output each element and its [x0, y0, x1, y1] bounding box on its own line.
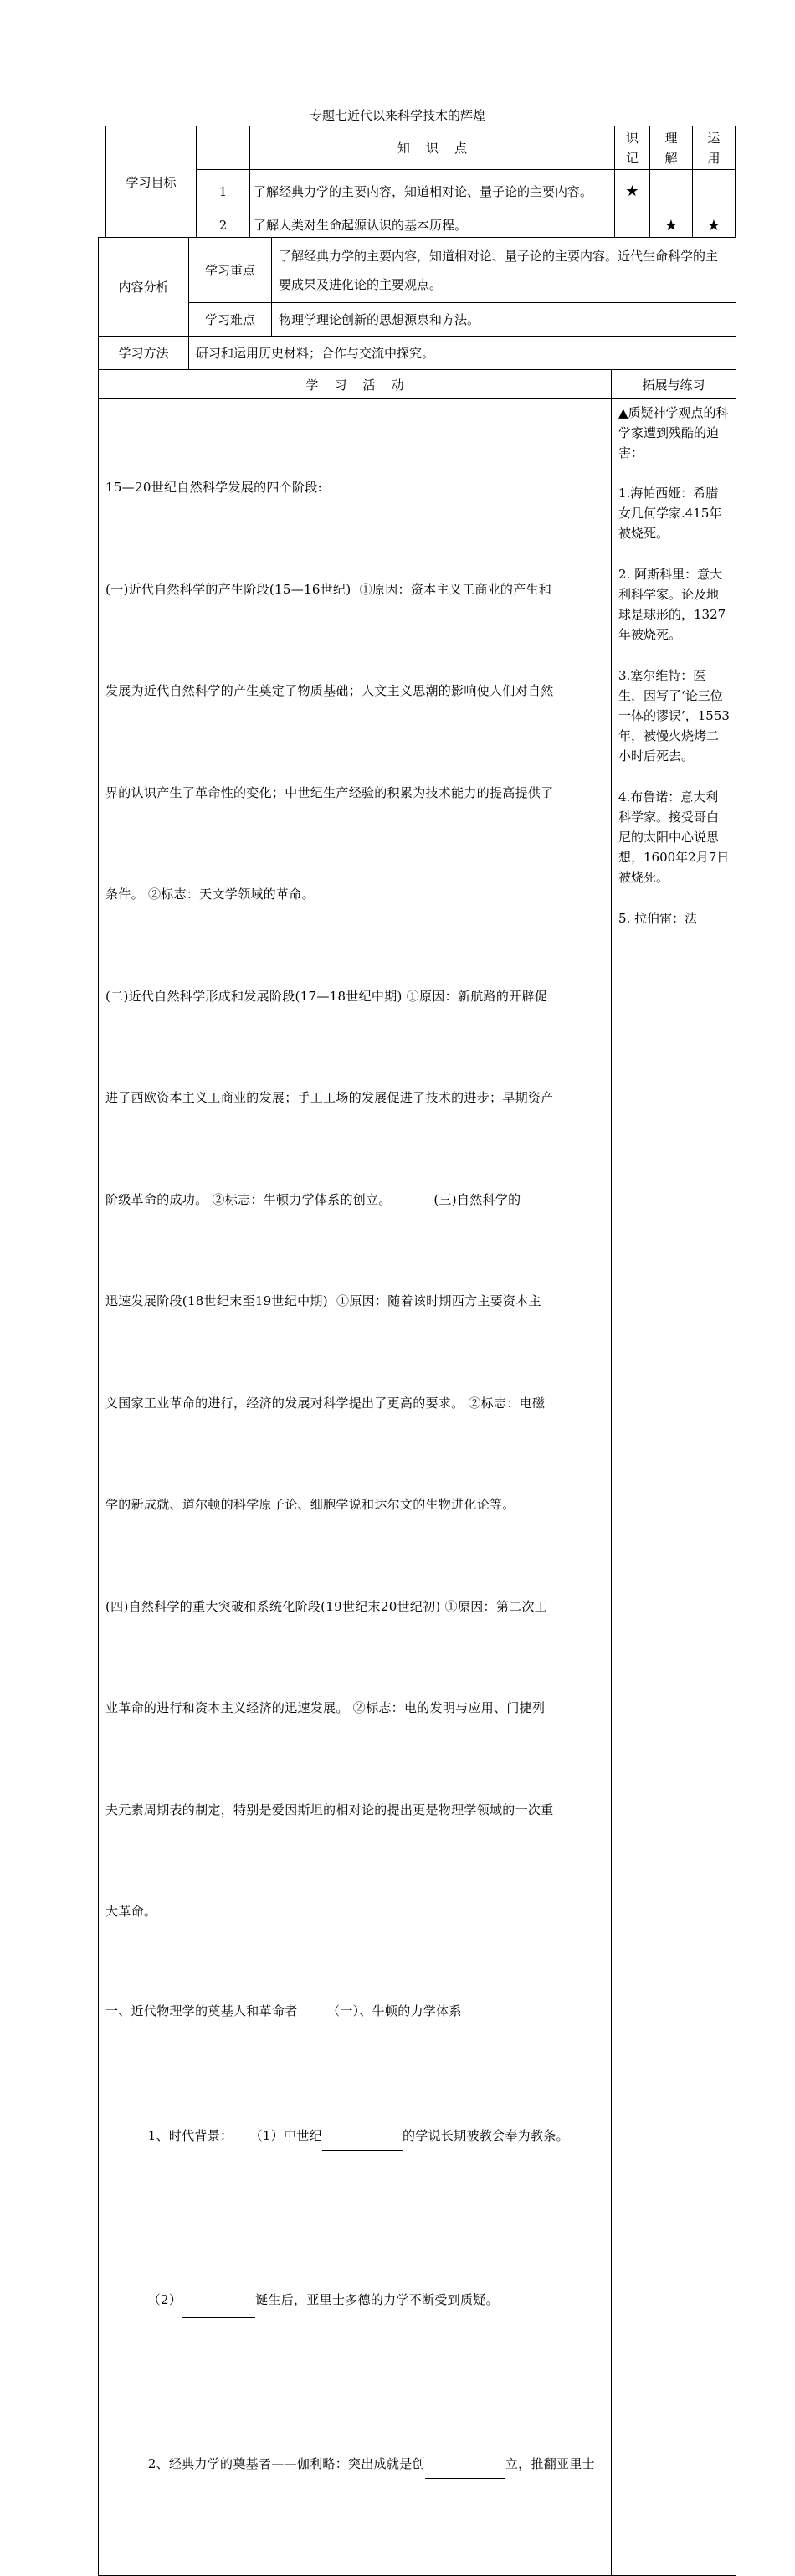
fill-blank[interactable] [322, 2121, 403, 2151]
objective-text: 了解经典力学的主要内容，知道相对论、量子论的主要内容。 [250, 170, 615, 213]
activity-line: (二)近代自然科学形成和发展阶段(17—18世纪中期) ①原因：新航路的开辟促 [105, 988, 548, 1004]
activity-lines [105, 403, 604, 2575]
activity-line: 一、近代物理学的奠基人和革命者 （一）、牛顿的力学体系 [105, 2003, 462, 2018]
knowledge-header: 知 识 点 [250, 126, 615, 170]
key-points-text: 了解经典力学的主要内容，知道相对论、量子论的主要内容。近代生命科学的主要成果及进化论的主要观点。 [272, 238, 736, 303]
activity-line: 业革命的进行和资本主义经济的迅速发展。 ②标志：电的发明与应用、门捷列 [105, 1700, 546, 1715]
header-num-cell [197, 126, 250, 170]
understand-header [650, 126, 693, 170]
difficulty-text: 物理学理论创新的思想源泉和方法。 [272, 303, 736, 337]
activity-line: 界的认识产生了革命性的变化；中世纪生产经验的积累为技术能力的提高提供了 [105, 784, 554, 800]
side-note: 4.布鲁诺：意大利科学家。接受哥白尼的太阳中心说思想，1600年2月7日被烧死。 [618, 789, 730, 885]
method-label: 学习方法 [99, 337, 189, 370]
analysis-label: 内容分析 [99, 238, 189, 337]
fill-text: 的学说长期被教会奉为教条。 [402, 2127, 569, 2143]
activity-content [99, 399, 612, 2576]
fill-text: （2） [147, 2291, 182, 2307]
method-text: 研习和运用历史材料；合作与交流中探究。 [189, 337, 736, 370]
apply-header [693, 126, 736, 170]
activity-line: 条件。 ②标志：天文学领域的革命。 [105, 887, 315, 902]
objective-num: 1 [197, 170, 250, 213]
difficulty-label: 学习难点 [189, 303, 272, 337]
fill-text: 诞生后，亚里士多德的力学不断受到质疑。 [255, 2291, 499, 2307]
activity-line: 义国家工业革命的进行，经济的发展对科学提出了更高的要求。 ②标志：电磁 [105, 1395, 546, 1411]
page-title: 专题七近代以来科学技术的辉煌 [309, 108, 485, 123]
activity-line: 大革命。 [105, 1904, 157, 1919]
fill-text: 1、时代背景： （1）中世纪 [147, 2127, 322, 2143]
fill-line-1 [105, 2093, 604, 2179]
activity-line: 进了西欧资本主义工商业的发展；手工工场的发展促进了技术的进步；早期资产 [105, 1090, 554, 1105]
fill-line-3 [105, 2421, 604, 2507]
objective-num: 2 [197, 213, 250, 238]
side-note: ▲质疑神学观点的科学家遭到残酷的迫害： [618, 405, 729, 460]
practice-content [612, 399, 736, 2576]
understand-header-text: 理解 [664, 130, 678, 166]
understand-star [650, 170, 693, 213]
side-note: 5. 拉伯雷：法 [618, 911, 698, 926]
content-table [98, 237, 736, 2576]
recognize-header-text: 识记 [625, 130, 639, 166]
apply-star: ★ [693, 213, 736, 238]
objective-text: 了解人类对生命起源认识的基本历程。 [250, 213, 615, 238]
fill-text: 2、经典力学的奠基者——伽利略：突出成就是创 [147, 2455, 425, 2471]
activity-line: 迅速发展阶段(18世纪末至19世纪中期) ①原因：随着该时期西方主要资本主 [105, 1293, 541, 1309]
activity-line: 15—20世纪自然科学发展的四个阶段: [105, 480, 322, 495]
activity-line: 阶级革命的成功。 ②标志：牛顿力学体系的创立。 (三)自然科学的 [105, 1191, 521, 1207]
activity-header: 学 习 活 动 [99, 370, 612, 399]
practice-header: 拓展与练习 [612, 370, 736, 399]
apply-header-text: 运用 [707, 130, 721, 166]
activity-line: 夫元素周期表的制定，特别是爱因斯坦的相对论的提出更是物理学领域的一次重 [105, 1802, 554, 1818]
key-points-label: 学习重点 [189, 238, 272, 303]
recognize-header [615, 126, 650, 170]
fill-blank[interactable] [182, 2282, 255, 2318]
recognize-star [615, 213, 650, 238]
side-note: 2. 阿斯科里：意大利科学家。论及地球是球形的，1327年被烧死。 [618, 567, 726, 642]
fill-line-2 [105, 2247, 604, 2353]
objectives-table [105, 126, 736, 238]
recognize-star: ★ [615, 170, 650, 213]
activity-line: 发展为近代自然科学的产生奠定了物质基础；人文主义思潮的影响使人们对自然 [105, 683, 554, 698]
objectives-label: 学习目标 [106, 126, 197, 238]
activity-line: (一)近代自然科学的产生阶段(15—16世纪) ①原因：资本主义工商业的产生和 [105, 581, 552, 597]
side-note: 3.塞尔维特：医生，因写了‘论三位一体的谬误’，1553年，被慢火烧烤二小时后死去。 [618, 668, 730, 764]
fill-text: 立，推翻亚里士 [505, 2455, 595, 2471]
understand-star: ★ [650, 213, 693, 238]
activity-line: 学的新成就、道尔顿的科学原子论、细胞学说和达尔文的生物进化论等。 [105, 1497, 515, 1512]
side-note: 1.海帕西娅：希腊女几何学家.415年被烧死。 [618, 486, 722, 541]
apply-star [693, 170, 736, 213]
activity-line: (四)自然科学的重大突破和系统化阶段(19世纪末20世纪初) ①原因：第二次工 [105, 1598, 548, 1614]
fill-blank[interactable] [425, 2450, 505, 2479]
